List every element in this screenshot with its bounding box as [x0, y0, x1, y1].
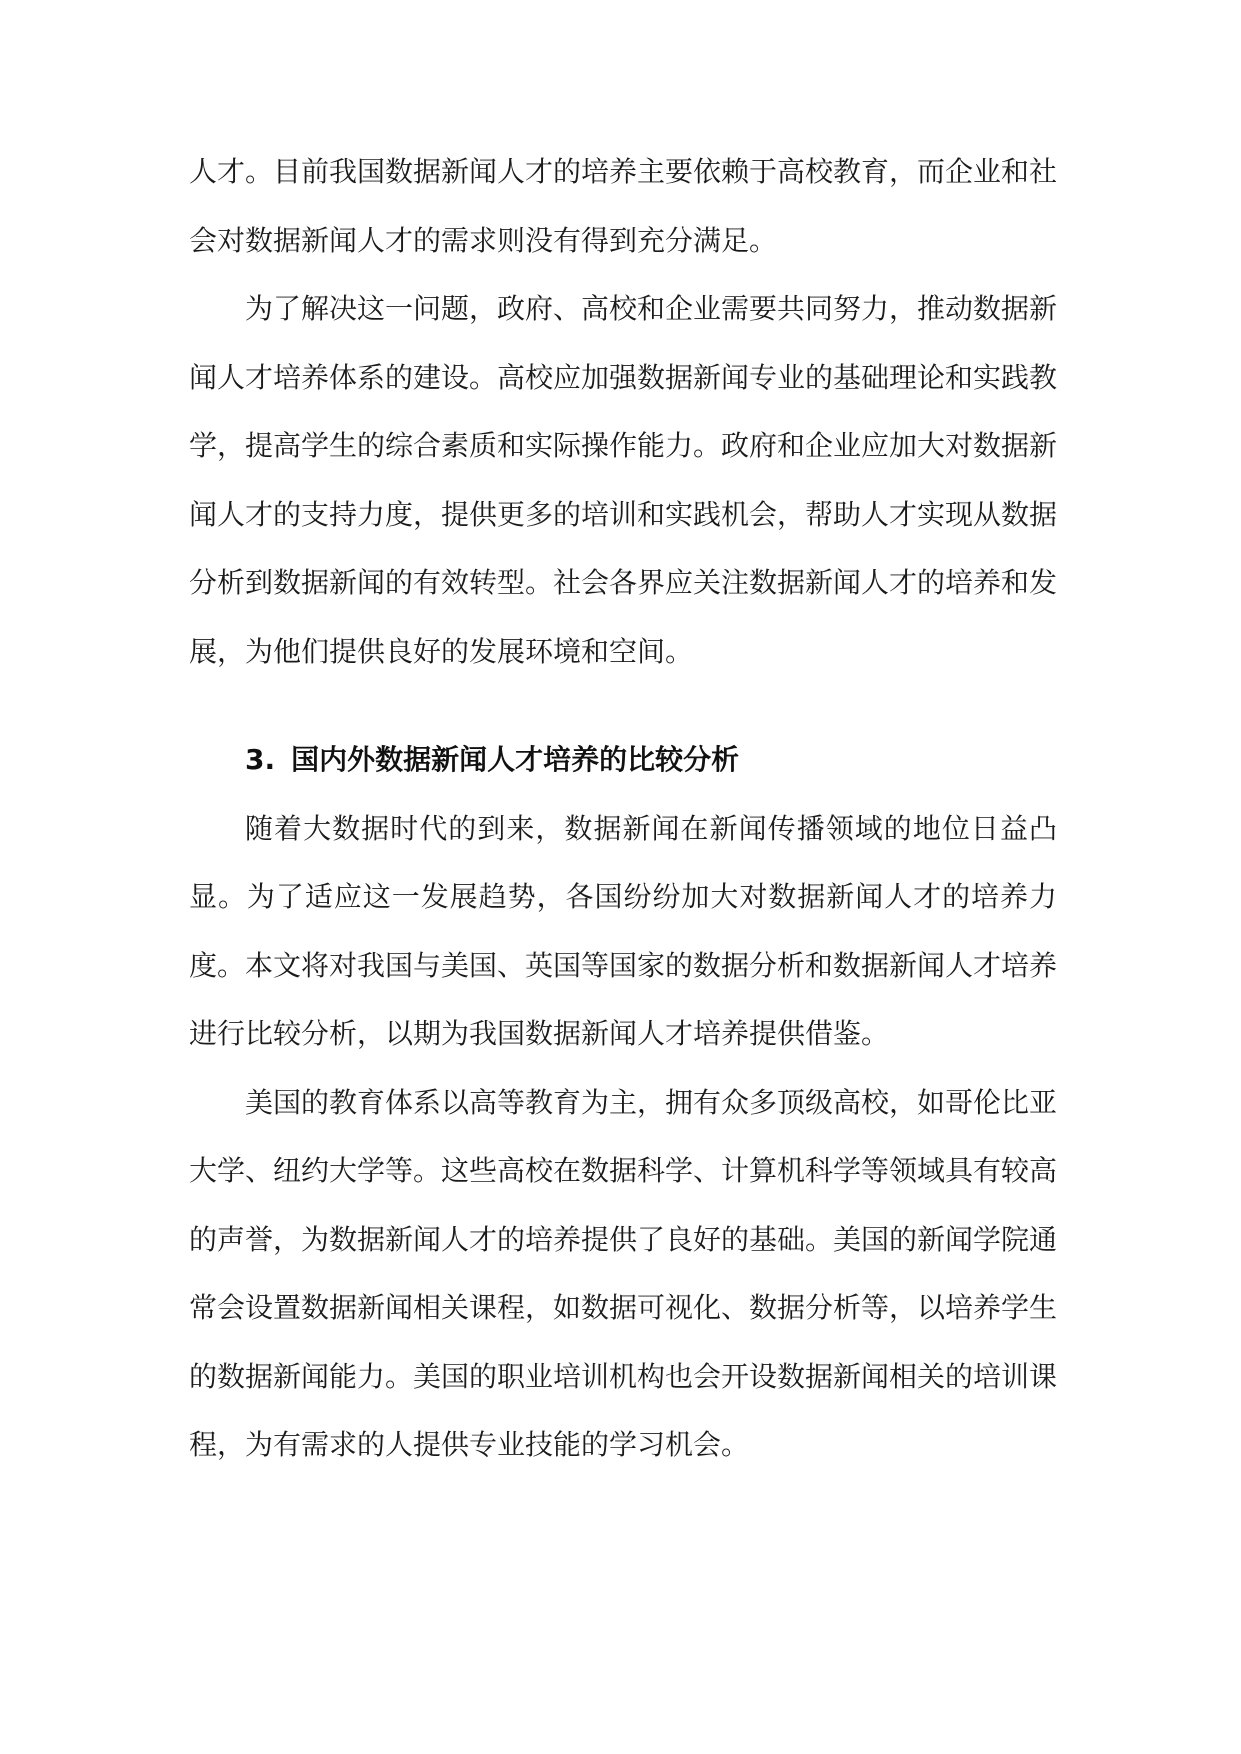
paragraph-continuation: 人才。目前我国数据新闻人才的培养主要依赖于高校教育，而企业和社会对数据新闻人才的需求则没有得到充分满足。 — [189, 155, 1058, 257]
section-title: 国内外数据新闻人才培养的比较分析 — [291, 743, 740, 776]
paragraph-usa: 美国的教育体系以高等教育为主，拥有众多顶级高校，如哥伦比亚大学、纽约大学等。这些高校在数据科学、计算机科学等领域具有较高的声誉，为数据新闻人才的培养提供了良好的基础。美国的新闻学院通常会设置数据新闻相关课程，如数据可视化、数据分析等，以培养学生的数据新闻能力。美国的职业培训机构也会开设数据新闻相关的培训课程，为有需求的人提供专业技能的学习机会。 — [189, 1085, 1058, 1461]
spacer — [189, 686, 1057, 726]
paragraph-intro: 随着大数据时代的到来，数据新闻在新闻传播领域的地位日益凸显。为了适应这一发展趋势，各国纷纷加大对数据新闻人才的培养力度。本文将对我国与美国、英国等国家的数据分析和数据新闻人才培养进行比较分析，以期为我国数据新闻人才培养提供借鉴。 — [189, 811, 1058, 1050]
section-number: 3. — [245, 743, 276, 776]
paragraph-solution: 为了解决这一问题，政府、高校和企业需要共同努力，推动数据新闻人才培养体系的建设。高校应加强数据新闻专业的基础理论和实践教学，提高学生的综合素质和实际操作能力。政府和企业应加大对数据新闻人才的支持力度，提供更多的培训和实践机会，帮助人才实现从数据分析到数据新闻的有效转型。社会各界应关注数据新闻人才的培养和发展，为他们提供良好的发展环境和空间。 — [189, 292, 1058, 668]
section-heading — [189, 726, 1057, 795]
document-body — [189, 138, 1057, 1480]
